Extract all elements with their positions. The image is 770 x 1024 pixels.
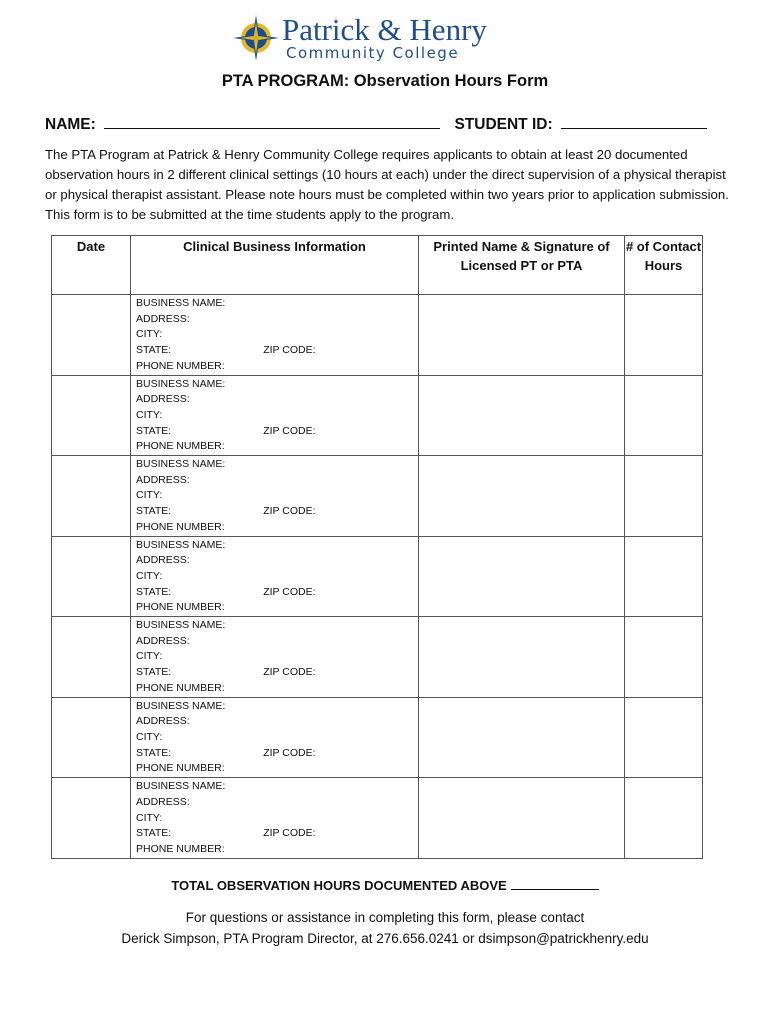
city-label: CITY: [136,328,163,341]
college-name: Patrick & Henry [282,12,487,47]
table-header-row [52,236,703,295]
business-name-label: BUSINESS NAME: [136,458,226,471]
student-id-blank[interactable] [561,114,707,129]
hours-cell[interactable] [625,778,703,859]
header-signature: Printed Name & Signature of Licensed PT or PTA [419,236,625,295]
date-cell[interactable] [52,295,131,376]
contact-line-2: Derick Simpson, PTA Program Director, at 276.656.0241 or dsimpson@patrickhenry.edu [121,931,649,946]
address-label: ADDRESS: [136,715,190,728]
contact-info [0,907,770,949]
table-row [52,456,703,537]
date-cell[interactable] [52,617,131,698]
date-cell[interactable] [52,697,131,778]
contact-line-1: For questions or assistance in completing this form, please contact [185,910,585,925]
signature-cell[interactable] [419,697,625,778]
phone-label: PHONE NUMBER: [136,762,225,775]
table-row [52,375,703,456]
address-label: ADDRESS: [136,634,190,647]
hours-cell[interactable] [625,617,703,698]
table-row [52,536,703,617]
business-cell[interactable] [131,375,419,456]
phone-label: PHONE NUMBER: [136,359,225,372]
business-cell[interactable] [131,295,419,376]
state-label: STATE: [136,666,172,679]
zip-label: ZIP CODE: [263,505,316,518]
header-business: Clinical Business Information [131,236,419,295]
hours-cell[interactable] [625,375,703,456]
form-title: PTA PROGRAM: Observation Hours Form [221,72,549,90]
hours-cell[interactable] [625,456,703,537]
business-cell[interactable] [131,617,419,698]
zip-label: ZIP CODE: [263,424,316,437]
city-label: CITY: [136,811,163,824]
address-label: ADDRESS: [136,473,190,486]
hours-cell[interactable] [625,536,703,617]
signature-cell[interactable] [419,456,625,537]
state-label: STATE: [136,746,172,759]
signature-cell[interactable] [419,375,625,456]
college-subtitle: Community College [286,44,460,62]
phone-label: PHONE NUMBER: [136,842,225,855]
city-label: CITY: [136,569,163,582]
name-id-line [45,114,717,134]
business-name-label: BUSINESS NAME: [136,377,226,390]
college-logo [232,14,522,66]
address-label: ADDRESS: [136,393,190,406]
signature-cell[interactable] [419,617,625,698]
compass-star-icon [232,14,280,62]
zip-label: ZIP CODE: [263,344,316,357]
table-row [52,778,703,859]
state-label: STATE: [136,344,172,357]
total-label: TOTAL OBSERVATION HOURS DOCUMENTED ABOVE [171,878,507,893]
business-cell[interactable] [131,697,419,778]
intro-paragraph: The PTA Program at Patrick & Henry Community College requires applicants to obtain at least 20 documented observation hours in 2 different clinical settings (10 hours at each) under the direct supervision of a physical therapist or physical therapist assistant. Please note hours must be completed within two years prior to application submission. This form is to be submitted at the time students apply to the program. [45,147,729,222]
business-name-label: BUSINESS NAME: [136,780,226,793]
signature-cell[interactable] [419,536,625,617]
zip-label: ZIP CODE: [263,746,316,759]
header-hours: # of Contact Hours [625,236,703,295]
business-name-label: BUSINESS NAME: [136,538,226,551]
header-date: Date [52,236,131,295]
city-label: CITY: [136,408,163,421]
date-cell[interactable] [52,375,131,456]
state-label: STATE: [136,505,172,518]
signature-cell[interactable] [419,778,625,859]
hours-cell[interactable] [625,697,703,778]
business-name-label: BUSINESS NAME: [136,297,226,309]
total-hours-line [0,878,770,893]
city-label: CITY: [136,730,163,743]
address-label: ADDRESS: [136,795,190,808]
hours-cell[interactable] [625,295,703,376]
zip-label: ZIP CODE: [263,666,316,679]
date-cell[interactable] [52,778,131,859]
phone-label: PHONE NUMBER: [136,520,225,533]
student-id-label: STUDENT ID: [454,116,553,133]
table-row [52,617,703,698]
state-label: STATE: [136,424,172,437]
date-cell[interactable] [52,456,131,537]
date-cell[interactable] [52,536,131,617]
zip-label: ZIP CODE: [263,585,316,598]
business-cell[interactable] [131,778,419,859]
table-row [52,295,703,376]
table-body [52,295,703,859]
address-label: ADDRESS: [136,312,190,325]
name-blank[interactable] [104,114,440,129]
address-label: ADDRESS: [136,554,190,567]
business-cell[interactable] [131,456,419,537]
signature-cell[interactable] [419,295,625,376]
city-label: CITY: [136,489,163,502]
table-row [52,697,703,778]
city-label: CITY: [136,650,163,663]
phone-label: PHONE NUMBER: [136,440,225,453]
state-label: STATE: [136,585,172,598]
total-blank[interactable] [511,878,599,890]
phone-label: PHONE NUMBER: [136,681,225,694]
phone-label: PHONE NUMBER: [136,601,225,614]
zip-label: ZIP CODE: [263,827,316,840]
business-name-label: BUSINESS NAME: [136,699,226,712]
name-label: NAME: [45,116,96,133]
business-name-label: BUSINESS NAME: [136,619,226,632]
state-label: STATE: [136,827,172,840]
observation-log-table [51,235,703,859]
business-cell[interactable] [131,536,419,617]
